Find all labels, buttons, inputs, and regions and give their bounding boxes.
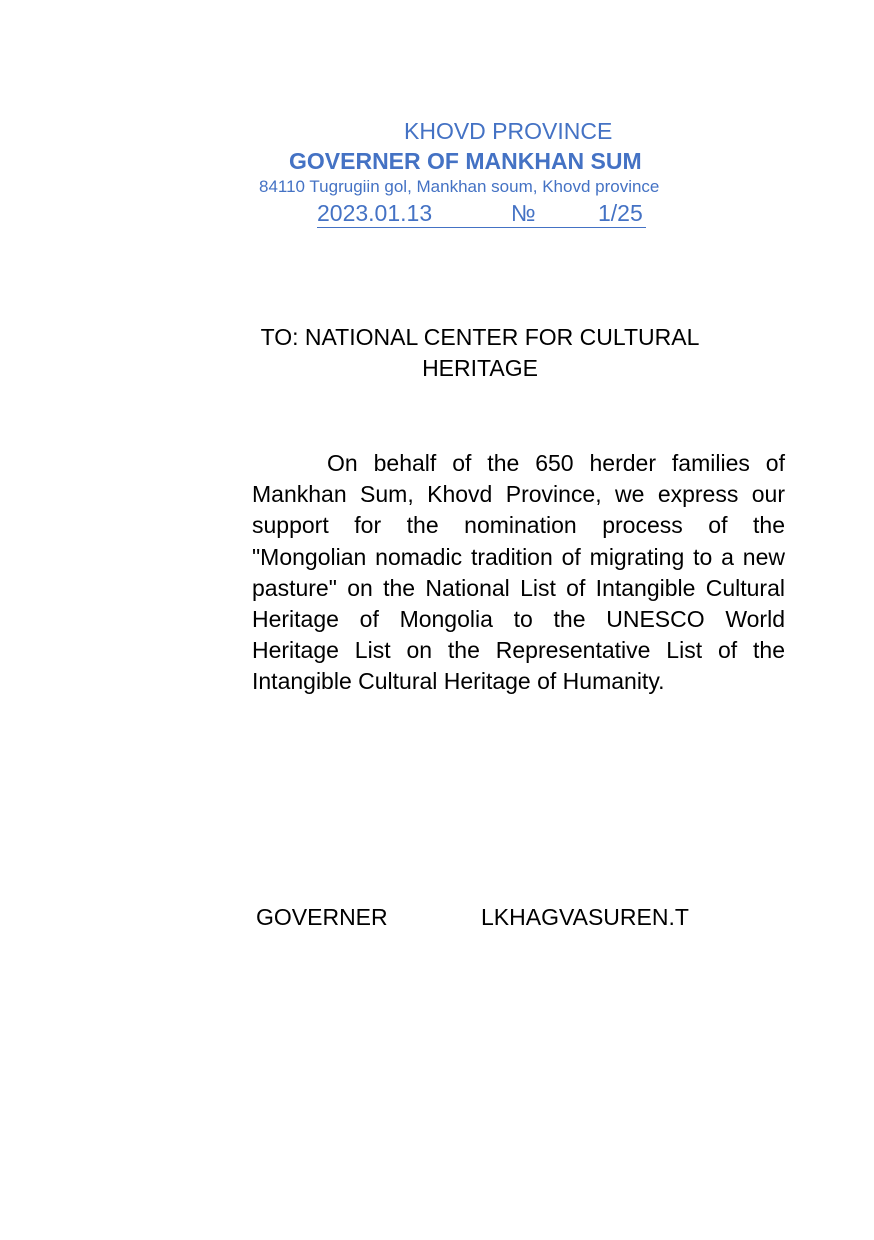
signature-name: LKHAGVASUREN.T — [481, 904, 689, 930]
reference-line — [317, 200, 646, 228]
recipient-line: TO: NATIONAL CENTER FOR CULTURAL HERITAGE — [260, 324, 700, 381]
governor-office: GOVERNER OF MANKHAN SUM — [289, 148, 642, 174]
signature-title: GOVERNER — [256, 904, 388, 930]
letter-number: 1/25 — [598, 200, 643, 226]
letter-body: On behalf of the 650 herder families of Mankhan Sum, Khovd Province, we express our support for the nomination process of the "Mongolian nomadic tradition of migrating to a new pasture" on the National List of Intangible Cultural Heritage of Mongolia to the UNESCO World Heritage List on the Representative List of the Intangible Cultural Heritage of Humanity. — [252, 450, 785, 695]
letter-date: 2023.01.13 — [317, 200, 433, 226]
province-name: KHOVD PROVINCE — [404, 118, 613, 144]
number-sign: № — [511, 200, 536, 226]
office-address: 84110 Tugrugiin gol, Mankhan soum, Khovd province — [259, 177, 660, 196]
